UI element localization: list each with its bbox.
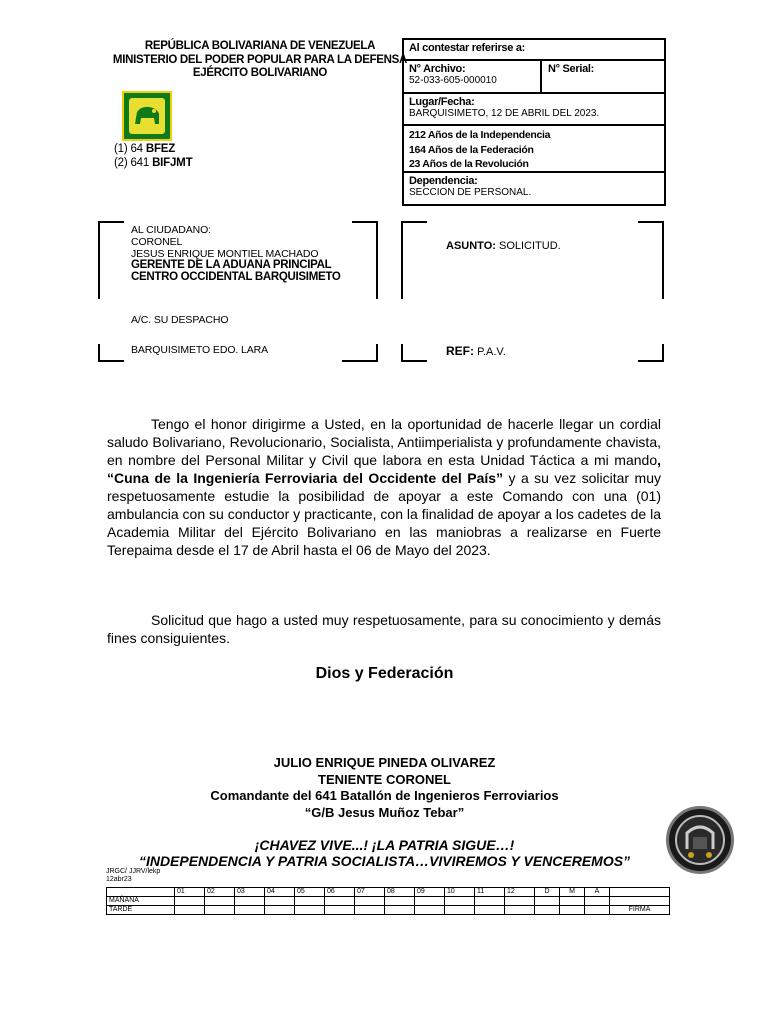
signer-role: Comandante del 641 Batallón de Ingenieros Ferroviarios: [210, 788, 559, 803]
table-cell: [535, 897, 560, 906]
asunto-bracket-bottom-left: [401, 344, 427, 362]
signer-rank: TENIENTE CORONEL: [318, 771, 451, 787]
table-cell: [325, 897, 355, 906]
addressee-rank: CORONEL: [131, 235, 183, 248]
unit2-name: BIFJMT: [152, 157, 193, 169]
ref-label: REF:: [446, 344, 474, 358]
serial-label: N° Serial:: [548, 63, 595, 75]
table-cell: [355, 906, 385, 915]
table-cell: 02: [205, 888, 235, 897]
table-cell: [265, 897, 295, 906]
unit-line-1: [114, 143, 175, 156]
table-cell: [325, 906, 355, 915]
signer-name: JULIO ENRIQUE PINEDA OLIVAREZ: [273, 755, 496, 770]
header-line-2: MINISTERIO DEL PODER POPULAR PARA LA DEFENSA: [112, 53, 408, 66]
table-cell: [355, 897, 385, 906]
table-row: [107, 888, 670, 897]
table-cell: [610, 888, 670, 897]
table-cell: [175, 906, 205, 915]
table-cell: [610, 897, 670, 906]
anos-independencia: 212 Años de la Independencia: [409, 129, 551, 141]
table-cell: [235, 906, 265, 915]
bracket-bottom-right: [342, 344, 378, 362]
table-cell: M: [560, 888, 585, 897]
asunto-value: SOLICITUD.: [498, 240, 561, 252]
letter-body: [107, 415, 661, 559]
row-label-tarde: TARDE: [107, 906, 175, 915]
letter-body-2: [107, 611, 661, 647]
footer-initials: [106, 868, 160, 884]
table-cell: [175, 897, 205, 906]
table-cell: [505, 906, 535, 915]
table-cell: [415, 897, 445, 906]
table-cell: [205, 897, 235, 906]
table-cell: 12: [505, 888, 535, 897]
table-cell: [585, 906, 610, 915]
bracket-top-left: [98, 221, 124, 299]
table-cell: 05: [295, 888, 325, 897]
dependencia-label: Dependencia:: [409, 175, 478, 187]
footer-date: 12abr23: [106, 876, 132, 883]
table-cell: 06: [325, 888, 355, 897]
table-cell: [265, 906, 295, 915]
dependencia-value: SECCION DE PERSONAL.: [409, 187, 532, 198]
paragraph-1: [107, 415, 661, 559]
header-line-1: REPÚBLICA BOLIVARIANA DE VENEZUELA: [144, 40, 376, 52]
table-cell: [295, 897, 325, 906]
table-cell: A: [585, 888, 610, 897]
initials: JRGC/ JJRV/lekp: [106, 868, 161, 875]
unit2-prefix: (2): [114, 157, 128, 169]
closing-phrase: Dios y Federación: [315, 665, 454, 682]
p1-part-c: y a su vez solicitar muy respetuosamente estudie la posibilidad de apoyar a este Comando con una (01) ambulancia con su conductor y practicante, con la finalidad de apoyar a los cadetes de la Academia Militar del Ejército Bolivariano en las maniobras a realizarse en Fuerte Terepaima desde el 17 de Abril hasta el 06 de Mayo del 2023.: [107, 470, 661, 558]
table-cell: 04: [265, 888, 295, 897]
table-cell: [560, 906, 585, 915]
archivo-label: N° Archivo:: [409, 63, 466, 75]
contestar-label: Al contestar referirse a:: [409, 42, 525, 54]
addressee-name: JESUS ENRIQUE MONTIEL MACHADO: [131, 247, 319, 260]
signature-block: [108, 755, 661, 821]
header-line-3: EJÉRCITO BOLIVARIANO: [192, 67, 328, 79]
ref-anos-row: [404, 126, 664, 173]
table-cell: D: [535, 888, 560, 897]
ref-value: P.A.V.: [477, 346, 506, 358]
bracket-top-right: [352, 221, 378, 299]
asunto-bracket-bottom-right: [638, 344, 664, 362]
unit2-number: 641: [130, 157, 150, 169]
asunto-bracket-top-right: [638, 221, 664, 299]
table-cell: [295, 906, 325, 915]
archivo-value: 52-033-605-000010: [409, 75, 497, 86]
table-cell: [445, 906, 475, 915]
battalion-badge-icon: [666, 806, 734, 874]
table-cell: [415, 906, 445, 915]
unit1-name: BFEZ: [145, 143, 176, 155]
unit1-prefix: (1): [114, 143, 128, 155]
table-row: [107, 906, 670, 915]
table-cell: 03: [235, 888, 265, 897]
addressee-position: GERENTE DE LA ADUANA PRINCIPAL: [131, 259, 332, 272]
row-label-manana: MAÑANA: [107, 897, 175, 906]
table-cell: 09: [415, 888, 445, 897]
lugar-label: Lugar/Fecha:: [409, 96, 475, 108]
addressee-salutation: AL CIUDADANO:: [131, 224, 211, 236]
table-cell: [585, 897, 610, 906]
ref-archivo-row: [404, 61, 664, 94]
ref-contestar: [404, 40, 664, 61]
unit-line-2: [114, 157, 192, 170]
bracket-bottom-left: [98, 344, 124, 362]
addressee-ac: A/C. SU DESPACHO: [131, 314, 229, 326]
table-cell: [385, 897, 415, 906]
addressee-office: CENTRO OCCIDENTAL BARQUISIMETO: [131, 271, 341, 284]
table-cell: [560, 897, 585, 906]
unit1-number: 64: [130, 143, 143, 155]
addressee-city: BARQUISIMETO EDO. LARA: [131, 344, 269, 356]
table-cell: 07: [355, 888, 385, 897]
ref: [446, 344, 506, 358]
anos-revolucion: 23 Años de la Revolución: [409, 158, 529, 170]
paragraph-2: Solicitud que hago a usted muy respetuosamente, para su conocimiento y demás fines consiguientes.: [107, 612, 661, 646]
table-cell: 10: [445, 888, 475, 897]
p1-part-a: Tengo el honor dirigirme a Usted, en la oportunidad de hacerle llegar un cordial saludo Bolivariano, Revolucionario, Socialista, Antiimperialista y profundamente chavista, en nombre del Personal Militar y Civil que labora en esta Unidad Táctica a mi mando: [107, 416, 661, 468]
table-cell: [235, 897, 265, 906]
table-cell: [445, 897, 475, 906]
table-cell: [205, 906, 235, 915]
addressee-block: [131, 225, 341, 284]
reference-box: [402, 38, 666, 206]
table-cell: [505, 897, 535, 906]
motto-line-2: “INDEPENDENCIA Y PATRIA SOCIALISTA…VIVIREMOS Y VENCEREMOS”: [138, 853, 631, 869]
table-row: [107, 897, 670, 906]
asunto-label: ASUNTO:: [446, 240, 496, 252]
p1-highlight: , “Cuna de la Ingeniería Ferroviaria del Occidente del País”: [107, 452, 661, 486]
motto: [108, 837, 661, 869]
routing-table: [106, 887, 670, 915]
ref-dependencia-row: [404, 173, 664, 205]
lugar-value: BARQUISIMETO, 12 DE ABRIL DEL 2023.: [409, 108, 600, 119]
table-cell: [385, 906, 415, 915]
asunto: [446, 240, 561, 252]
army-emblem-icon: [122, 91, 172, 141]
table-cell: [535, 906, 560, 915]
anos-federacion: 164 Años de la Federación: [409, 143, 534, 156]
asunto-bracket-top-left: [401, 221, 427, 299]
ref-lugar-row: [404, 94, 664, 126]
institution-header: [110, 40, 410, 81]
table-cell: 08: [385, 888, 415, 897]
firma-label: FIRMA: [610, 906, 670, 915]
table-cell: [475, 906, 505, 915]
table-cell: 11: [475, 888, 505, 897]
signer-unit: “G/B Jesus Muñoz Tebar”: [304, 804, 465, 820]
table-cell: [107, 888, 175, 897]
table-cell: 01: [175, 888, 205, 897]
table-cell: [475, 897, 505, 906]
motto-line-1: ¡CHAVEZ VIVE...! ¡LA PATRIA SIGUE…!: [254, 837, 515, 853]
